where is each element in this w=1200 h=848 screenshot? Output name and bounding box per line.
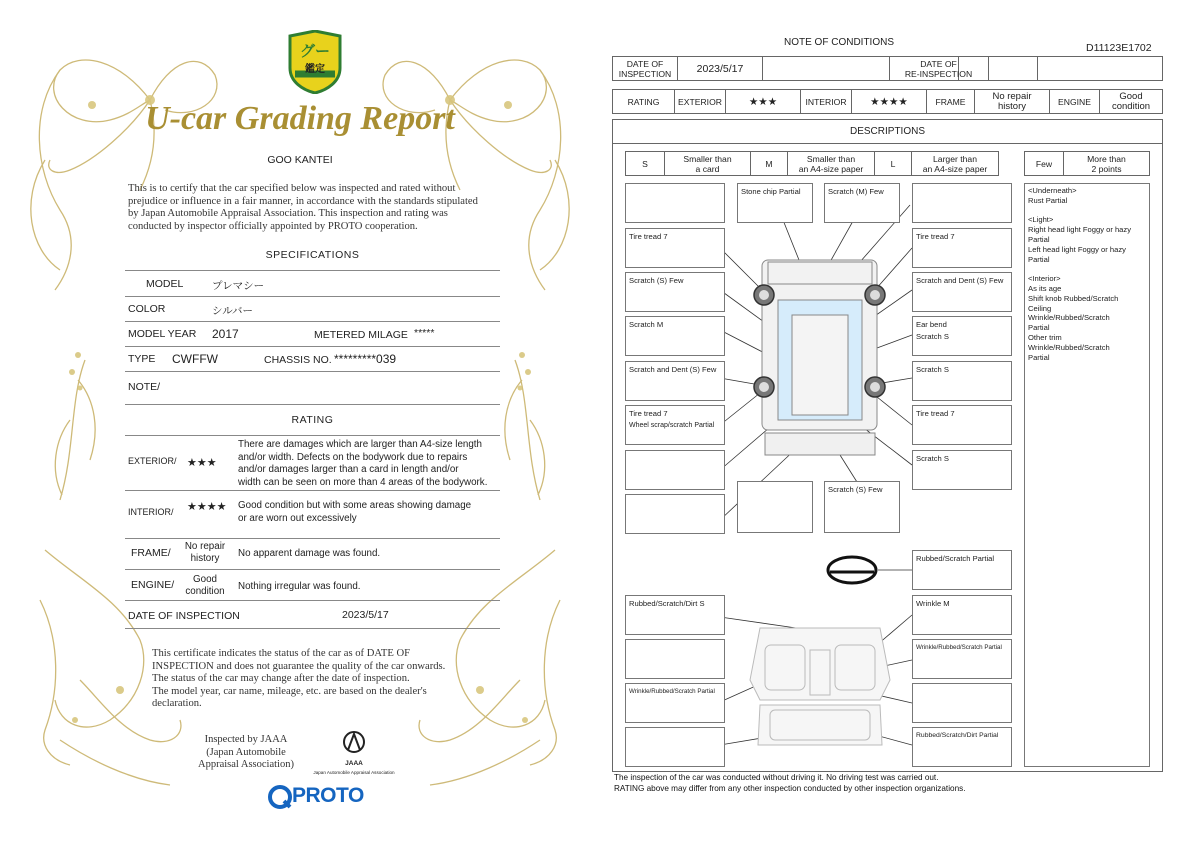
mileage-value: ***** <box>414 327 435 339</box>
interior-note-box <box>625 727 725 767</box>
badge-bottom-text: 鑑定 <box>305 64 325 75</box>
color-value: シルバー <box>212 305 254 317</box>
inspection-date-value: 2023/5/17 <box>342 609 389 621</box>
divider <box>125 435 500 436</box>
engine-value-line: condition <box>185 586 225 597</box>
rating-heading: RATING <box>291 414 334 426</box>
frame-value <box>176 541 234 565</box>
exterior-note-box <box>625 450 725 490</box>
description-line: and/or damages larger than a card in length and/or <box>238 464 459 475</box>
engine-label: ENGINE/ <box>131 579 175 591</box>
exterior-note-box: Scratch M <box>625 316 725 356</box>
description-line: and/or width. Defects on the bodywork due to repairs <box>238 451 468 463</box>
exterior-note-box <box>912 316 1012 356</box>
type-label: TYPE <box>128 353 156 365</box>
interior-note-box: Wrinkle M <box>912 595 1012 635</box>
legend-l: L <box>874 151 912 176</box>
jaaa-logo <box>312 728 396 780</box>
exterior-note-box: Scratch (S) Few <box>824 481 900 533</box>
steering-wheel-icon <box>828 557 876 583</box>
interior-label: INTERIOR <box>800 89 852 114</box>
exterior-note-box: Scratch S <box>912 450 1012 490</box>
legend-line: an A4-size paper <box>798 163 864 174</box>
box-line: Ear bend <box>916 320 947 329</box>
disclaimer-line: INSPECTION and does not guarantee the quality of the car onwards. <box>152 660 446 672</box>
intro-line: prejudice or influence in a fair manner, in accordance with the standards stipulated <box>128 195 478 207</box>
note-line: Shift knob Rubbed/Scratch <box>1028 293 1119 303</box>
legend-line: Smaller than <box>683 153 732 164</box>
exterior-stars: ★★★ <box>187 457 217 469</box>
disclaimer-line: The model year, car name, mileage, etc. are based on the dealer's <box>152 685 427 697</box>
proto-mark-icon <box>268 785 292 809</box>
exterior-stars: ★★★ <box>725 89 801 114</box>
note-line: Partial <box>1028 323 1050 333</box>
engine-value <box>176 574 234 598</box>
chassis-label: CHASSIS NO. <box>264 354 332 366</box>
intro-line: This is to certify that the car specified below was inspected and rated without <box>128 183 456 194</box>
description-line: There are damages which are larger than A4-size length <box>238 439 482 450</box>
disclaimer-line: This certificate indicates the status of the car as of DATE OF <box>152 648 410 659</box>
interior-stars: ★★★★ <box>851 89 927 114</box>
descriptions-heading: DESCRIPTIONS <box>849 126 925 137</box>
label-line: RE-INSPECTION <box>904 68 973 79</box>
color-label: COLOR <box>128 303 166 315</box>
divider <box>125 346 500 347</box>
disclaimer-line: declaration. <box>152 698 202 710</box>
intro-line: by Japan Automobile Appraisal Association. This inspection and rating was <box>128 208 448 220</box>
document-id: D11123E1702 <box>1086 42 1152 54</box>
disclaimer-line: The status of the car may change after the date of inspection. <box>152 673 410 685</box>
interior-note-box: Rubbed/Scratch/Dirt S <box>625 595 725 635</box>
note-of-conditions <box>600 0 1200 848</box>
interior-note-box <box>625 639 725 679</box>
note-line: Other trim <box>1028 332 1062 342</box>
jaaa-emblem-icon <box>342 728 366 760</box>
note-line: <Underneath> <box>1028 186 1077 195</box>
exterior-note-box: Tire tread 7 <box>912 405 1012 445</box>
interior-note-box: Wrinkle/Rubbed/Scratch Partial <box>912 639 1012 679</box>
engine-value-line: Good <box>193 574 217 585</box>
car-interior-view <box>750 628 890 745</box>
label-line: DATE OF <box>920 58 957 69</box>
jaaa-full-name: Japan Automobile Appraisal Association <box>313 770 395 775</box>
exterior-note-box: Tire tread 7 <box>912 228 1012 268</box>
legend-few: Few <box>1024 151 1064 176</box>
rating-label: RATING <box>612 89 675 114</box>
label-line: DATE OF <box>626 58 664 69</box>
divider <box>125 296 500 297</box>
exterior-note-box: Scratch and Dent (S) Few <box>912 272 1012 312</box>
exterior-note-box <box>737 481 813 533</box>
divider <box>125 538 500 539</box>
exterior-note-box: Scratch (M) Few <box>824 183 900 223</box>
frame-value-line: No repair <box>184 541 226 552</box>
legend-line: a card <box>695 163 720 174</box>
date-of-inspection-value: 2023/5/17 <box>677 56 763 81</box>
value-line: history <box>998 100 1026 112</box>
box-line: Tire tread 7 <box>629 409 668 418</box>
engine-label: ENGINE <box>1049 89 1100 114</box>
interior-label: INTERIOR/ <box>128 507 174 517</box>
legend-line: 2 points <box>1091 163 1122 174</box>
exterior-note-box <box>625 494 725 534</box>
description-line: width can be seen on more than 4 areas of the bodywork. <box>238 476 488 488</box>
label-line: INSPECTION <box>618 68 672 79</box>
mileage-label: METERED MILAGE <box>314 329 408 341</box>
additional-notes <box>1024 183 1150 767</box>
intro-text <box>128 183 478 233</box>
inspected-by-line: Inspected by JAAA <box>204 734 288 745</box>
badge-top-text: グー <box>299 43 330 60</box>
note-line: Partial <box>1028 254 1050 264</box>
note-line: Wrinkle/Rubbed/Scratch <box>1028 342 1110 352</box>
spacer <box>1028 206 1146 216</box>
interior-description <box>238 500 471 525</box>
legend-line: Smaller than <box>806 153 856 164</box>
model-year-label: MODEL YEAR <box>128 328 197 340</box>
note-line: Partial <box>1028 352 1050 362</box>
exterior-label: EXTERIOR <box>674 89 726 114</box>
footer-line: RATING above may differ from any other inspection conducted by other inspection organizations. <box>614 784 966 793</box>
note-line: Right head light Foggy or hazy <box>1028 225 1131 235</box>
frame-description: No apparent damage was found. <box>238 548 381 559</box>
divider <box>125 628 500 629</box>
divider <box>125 371 500 372</box>
inspected-by-line: Appraisal Association) <box>198 759 294 771</box>
divider <box>125 404 500 405</box>
frame-label: FRAME <box>926 89 975 114</box>
note-line: Left head light Foggy or hazy <box>1028 244 1126 254</box>
interior-note-box: Rubbed/Scratch Partial <box>912 550 1012 590</box>
interior-note-box: Wrinkle/Rubbed/Scratch Partial <box>625 683 725 723</box>
engine-description: Nothing irregular was found. <box>238 581 361 592</box>
inspected-by-line: (Japan Automobile <box>206 746 286 758</box>
legend-m: M <box>750 151 788 176</box>
model-label: MODEL <box>146 278 184 290</box>
description-line: Good condition but with some areas showing damage <box>238 500 472 511</box>
exterior-note-box <box>625 405 725 445</box>
chassis-value: *********039 <box>334 352 397 366</box>
box-line: Scratch S <box>916 331 949 341</box>
legend-s: S <box>625 151 665 176</box>
exterior-note-box: Tire tread 7 <box>625 228 725 268</box>
exterior-label: EXTERIOR/ <box>128 456 177 466</box>
frame-value-line: history <box>190 553 220 564</box>
model-value: プレマシー <box>212 280 265 292</box>
goo-kantei-badge <box>287 30 343 94</box>
note-line: As its age <box>1028 283 1062 293</box>
conditions-title: NOTE OF CONDITIONS <box>784 37 894 48</box>
disclaimer-text <box>152 648 445 711</box>
value-line: Good <box>1119 90 1143 102</box>
divider <box>125 569 500 570</box>
note-line: Rust Partial <box>1028 195 1068 205</box>
interior-note-box <box>912 683 1012 723</box>
divider <box>125 321 500 322</box>
inspected-by <box>186 734 306 772</box>
proto-logo-text: PROTO <box>292 784 364 807</box>
specifications-heading: SPECIFICATIONS <box>265 249 360 261</box>
exterior-description <box>238 439 487 489</box>
divider <box>125 600 500 601</box>
divider <box>125 490 500 491</box>
box-line: Wheel scrap/scratch Partial <box>629 421 715 429</box>
exterior-note-box: Stone chip Partial <box>737 183 813 223</box>
note-line: <Interior> <box>1028 274 1061 284</box>
note-line: Ceiling <box>1028 303 1052 313</box>
spacer <box>1028 264 1146 274</box>
intro-line: conducted by inspector officially appointed by PROTO cooperation. <box>128 220 418 232</box>
description-line: or are worn out excessively <box>238 512 357 524</box>
note-line: Partial <box>1028 234 1050 244</box>
proto-logo <box>268 784 368 810</box>
exterior-note-box <box>625 183 725 223</box>
exterior-note-box: Scratch (S) Few <box>625 272 725 312</box>
note-label: NOTE/ <box>128 381 161 393</box>
note-line: Wrinkle/Rubbed/Scratch <box>1028 313 1110 323</box>
legend-line: an A4-size paper <box>922 163 988 174</box>
exterior-note-box: Scratch S <box>912 361 1012 401</box>
report-title: U-car Grading Report <box>145 100 455 137</box>
jaaa-abbr: JAAA <box>345 760 363 767</box>
report-subtitle: GOO KANTEI <box>267 154 333 166</box>
interior-note-box: Rubbed/Scratch/Dirt Partial <box>912 727 1012 767</box>
exterior-note-box: Scratch and Dent (S) Few <box>625 361 725 401</box>
note-line: <Light> <box>1028 215 1054 225</box>
type-value: CWFFW <box>172 352 218 366</box>
value-line: condition <box>1111 100 1151 112</box>
legend-line: More than <box>1087 153 1126 164</box>
inspection-date-label: DATE OF INSPECTION <box>128 610 240 622</box>
exterior-note-box <box>912 183 1012 223</box>
frame-label: FRAME/ <box>131 547 171 559</box>
divider <box>125 270 500 271</box>
footer-line: The inspection of the car was conducted without driving it. No driving test was carried out. <box>614 773 939 782</box>
legend-line: Larger than <box>933 153 977 164</box>
model-year-value: 2017 <box>212 327 239 341</box>
interior-stars: ★★★★ <box>187 501 227 513</box>
car-top-view <box>762 260 877 455</box>
value-line: No repair <box>992 90 1032 102</box>
